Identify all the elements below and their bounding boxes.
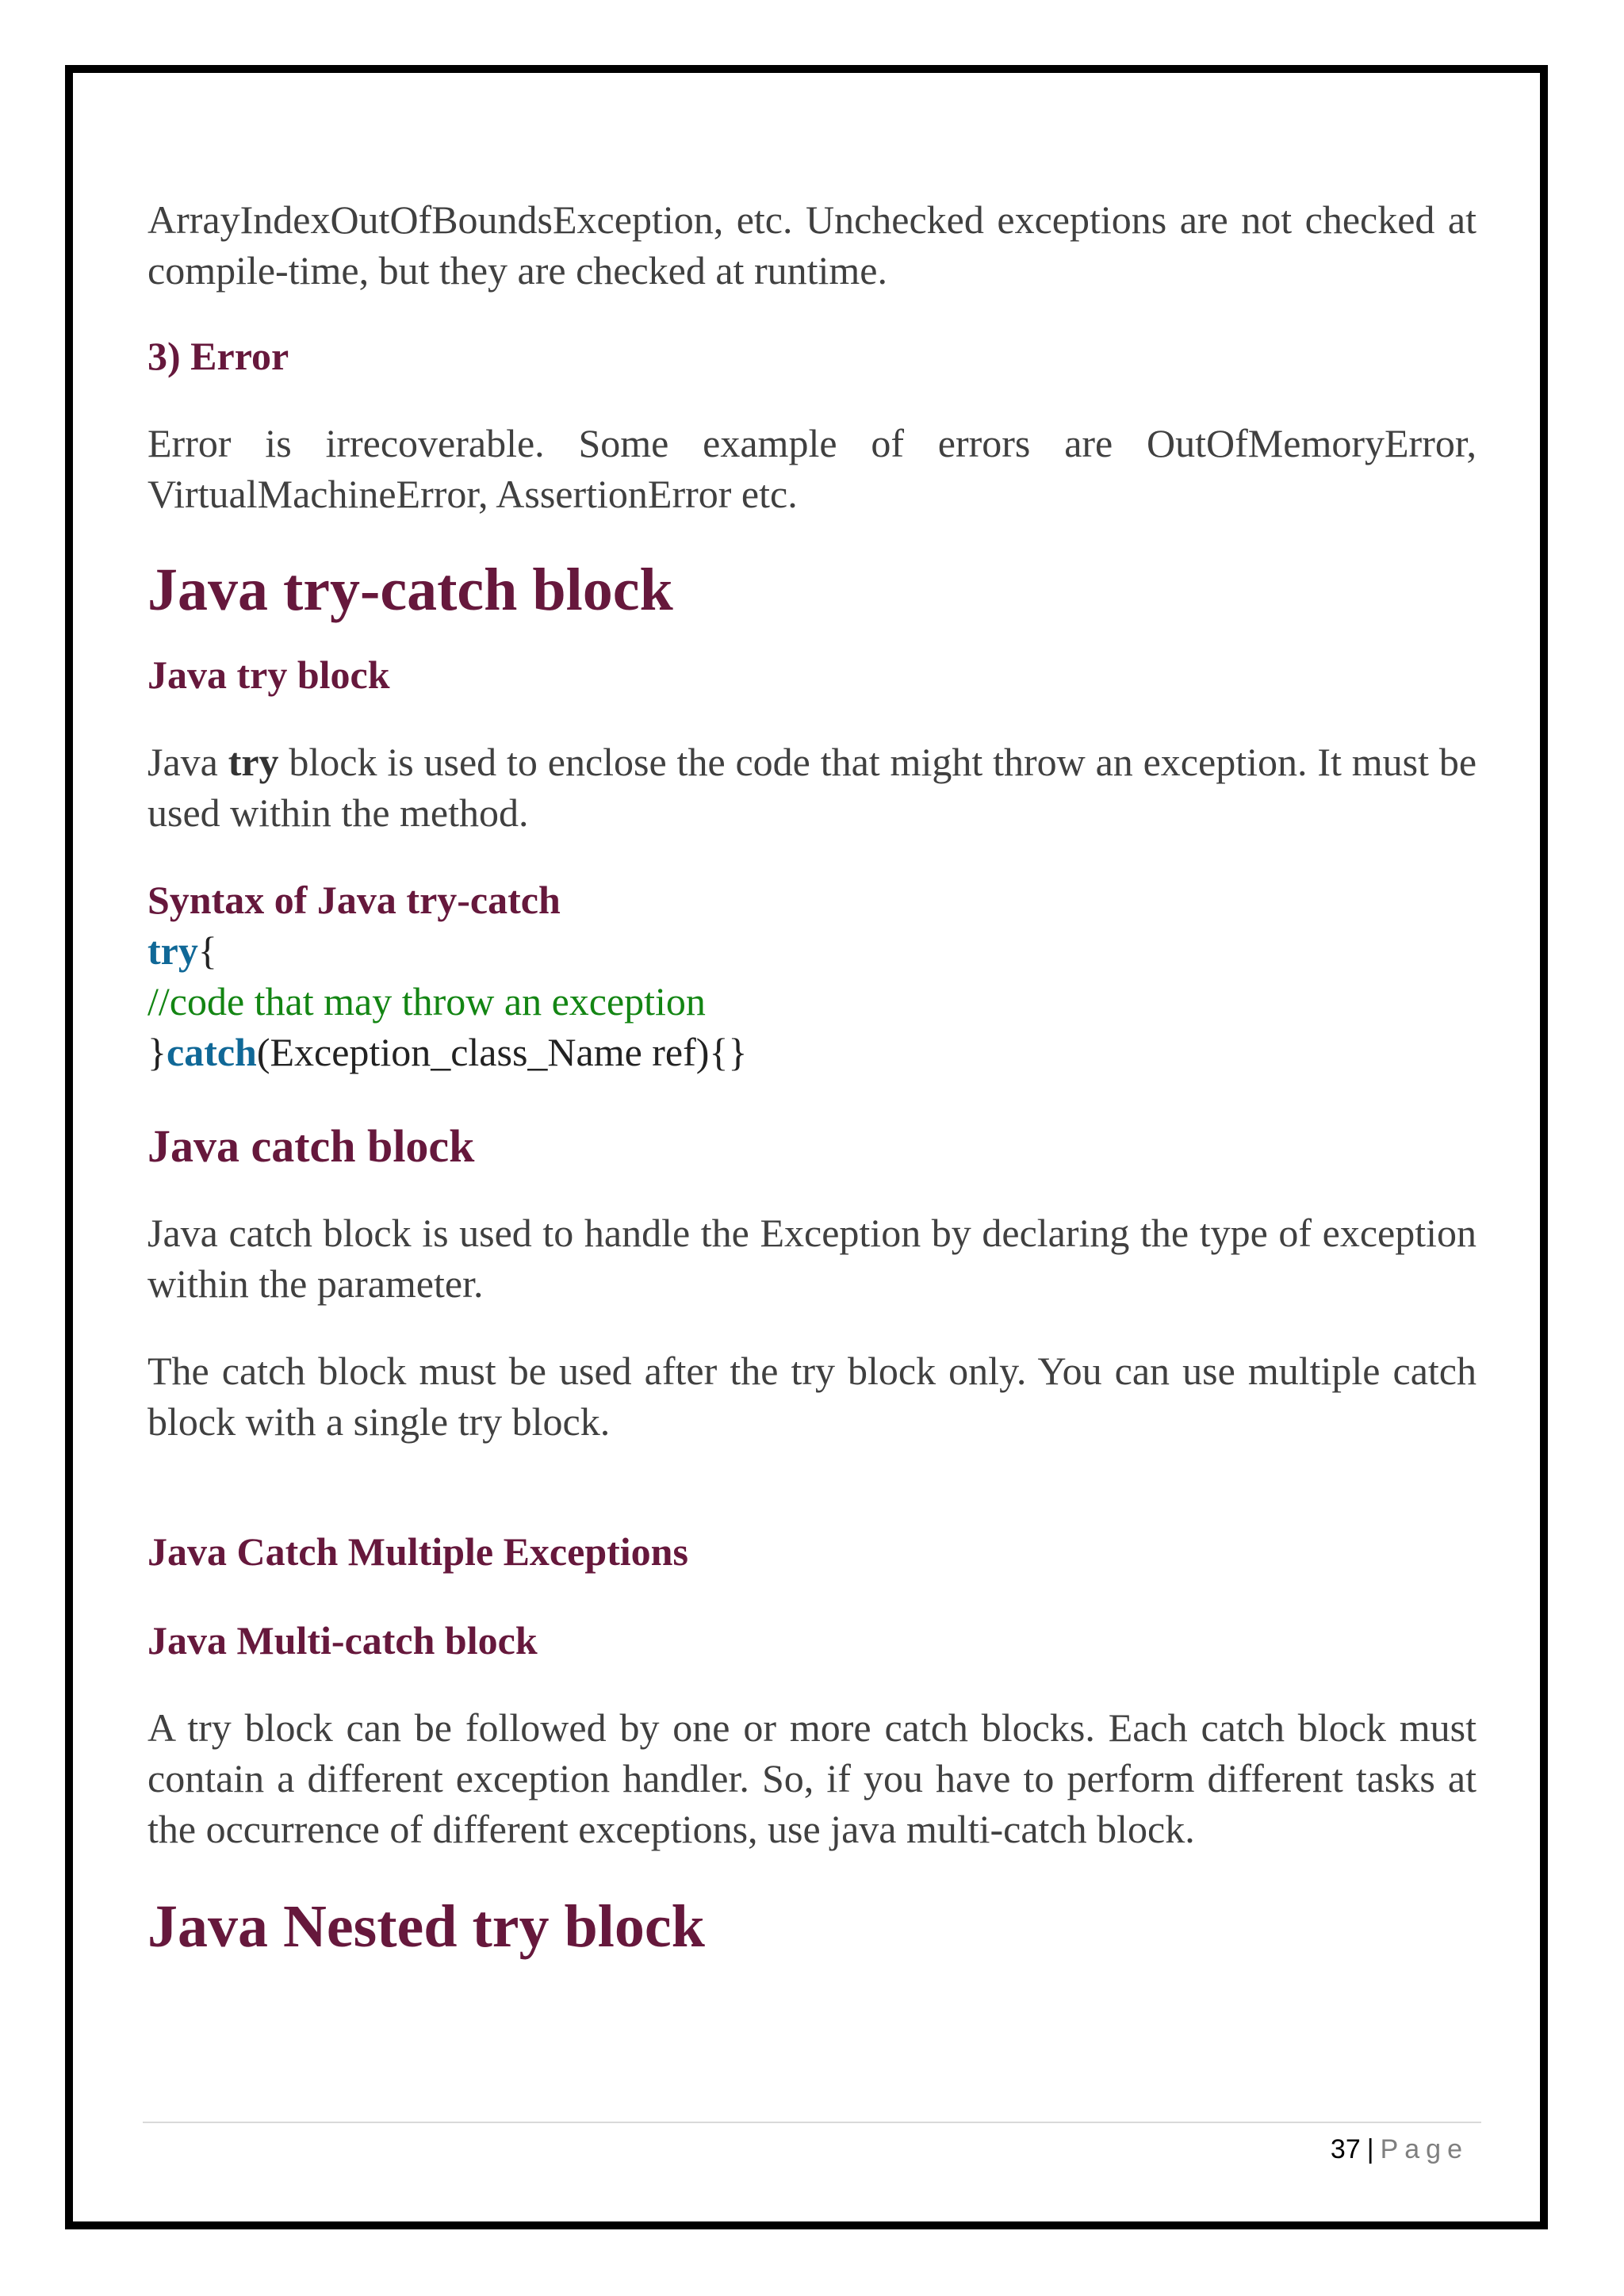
code-brace-close: }	[147, 1030, 167, 1074]
paragraph-multi-catch: A try block can be followed by one or more catch blocks. Each catch block must contain a different exception handler. So, if you have to perform different tasks at the occurrence of different exceptions, use java multi-catch block.	[147, 1705, 1477, 1851]
paragraph-catch-block-2: The catch block must be used after the try block only. You can use multiple catch block with a single try block.	[147, 1349, 1477, 1444]
page-footer	[1331, 2131, 1469, 2168]
footer-divider	[143, 2122, 1481, 2123]
heading-java-nested-try-block: Java Nested try block	[147, 1893, 705, 1960]
try-text-after: block is used to enclose the code that might throw an exception. It must be used within the method.	[147, 740, 1477, 835]
heading-catch-multiple-exceptions: Java Catch Multiple Exceptions	[147, 1529, 688, 1574]
paragraph-catch-block-1: Java catch block is used to handle the Exception by declaring the type of exception within the parameter.	[147, 1211, 1477, 1306]
code-comment: //code that may throw an exception	[147, 979, 706, 1024]
code-brace-open: {	[197, 928, 217, 973]
code-line-try	[147, 925, 1477, 976]
page-label: Page	[1380, 2134, 1469, 2164]
code-line-comment	[147, 976, 1477, 1027]
paragraph-error: Error is irrecoverable. Some example of errors are OutOfMemoryError, VirtualMachineError, AssertionError etc.	[147, 421, 1477, 516]
paragraph-unchecked-exceptions: ArrayIndexOutOfBoundsException, etc. Unchecked exceptions are not checked at compile-time, but they are checked at runtime.	[147, 197, 1477, 293]
code-keyword-catch: catch	[167, 1030, 257, 1074]
heading-java-catch-block: Java catch block	[147, 1120, 475, 1172]
code-keyword-try: try	[147, 928, 198, 973]
try-keyword-bold: try	[228, 740, 279, 784]
heading-error: 3) Error	[147, 334, 289, 378]
code-line-catch	[147, 1027, 1477, 1077]
page-number: 37	[1330, 2134, 1361, 2164]
document-content	[147, 194, 1477, 1962]
paragraph-try-block	[147, 737, 1477, 838]
heading-java-try-catch-block: Java try-catch block	[147, 557, 673, 623]
code-catch-params: (Exception_class_Name ref){}	[256, 1030, 748, 1074]
heading-syntax-try-catch: Syntax of Java try-catch	[147, 878, 561, 922]
try-text-before: Java	[147, 740, 228, 784]
heading-multi-catch-block: Java Multi-catch block	[147, 1618, 538, 1663]
heading-java-try-block: Java try block	[147, 652, 390, 697]
footer-separator: |	[1366, 2134, 1374, 2164]
